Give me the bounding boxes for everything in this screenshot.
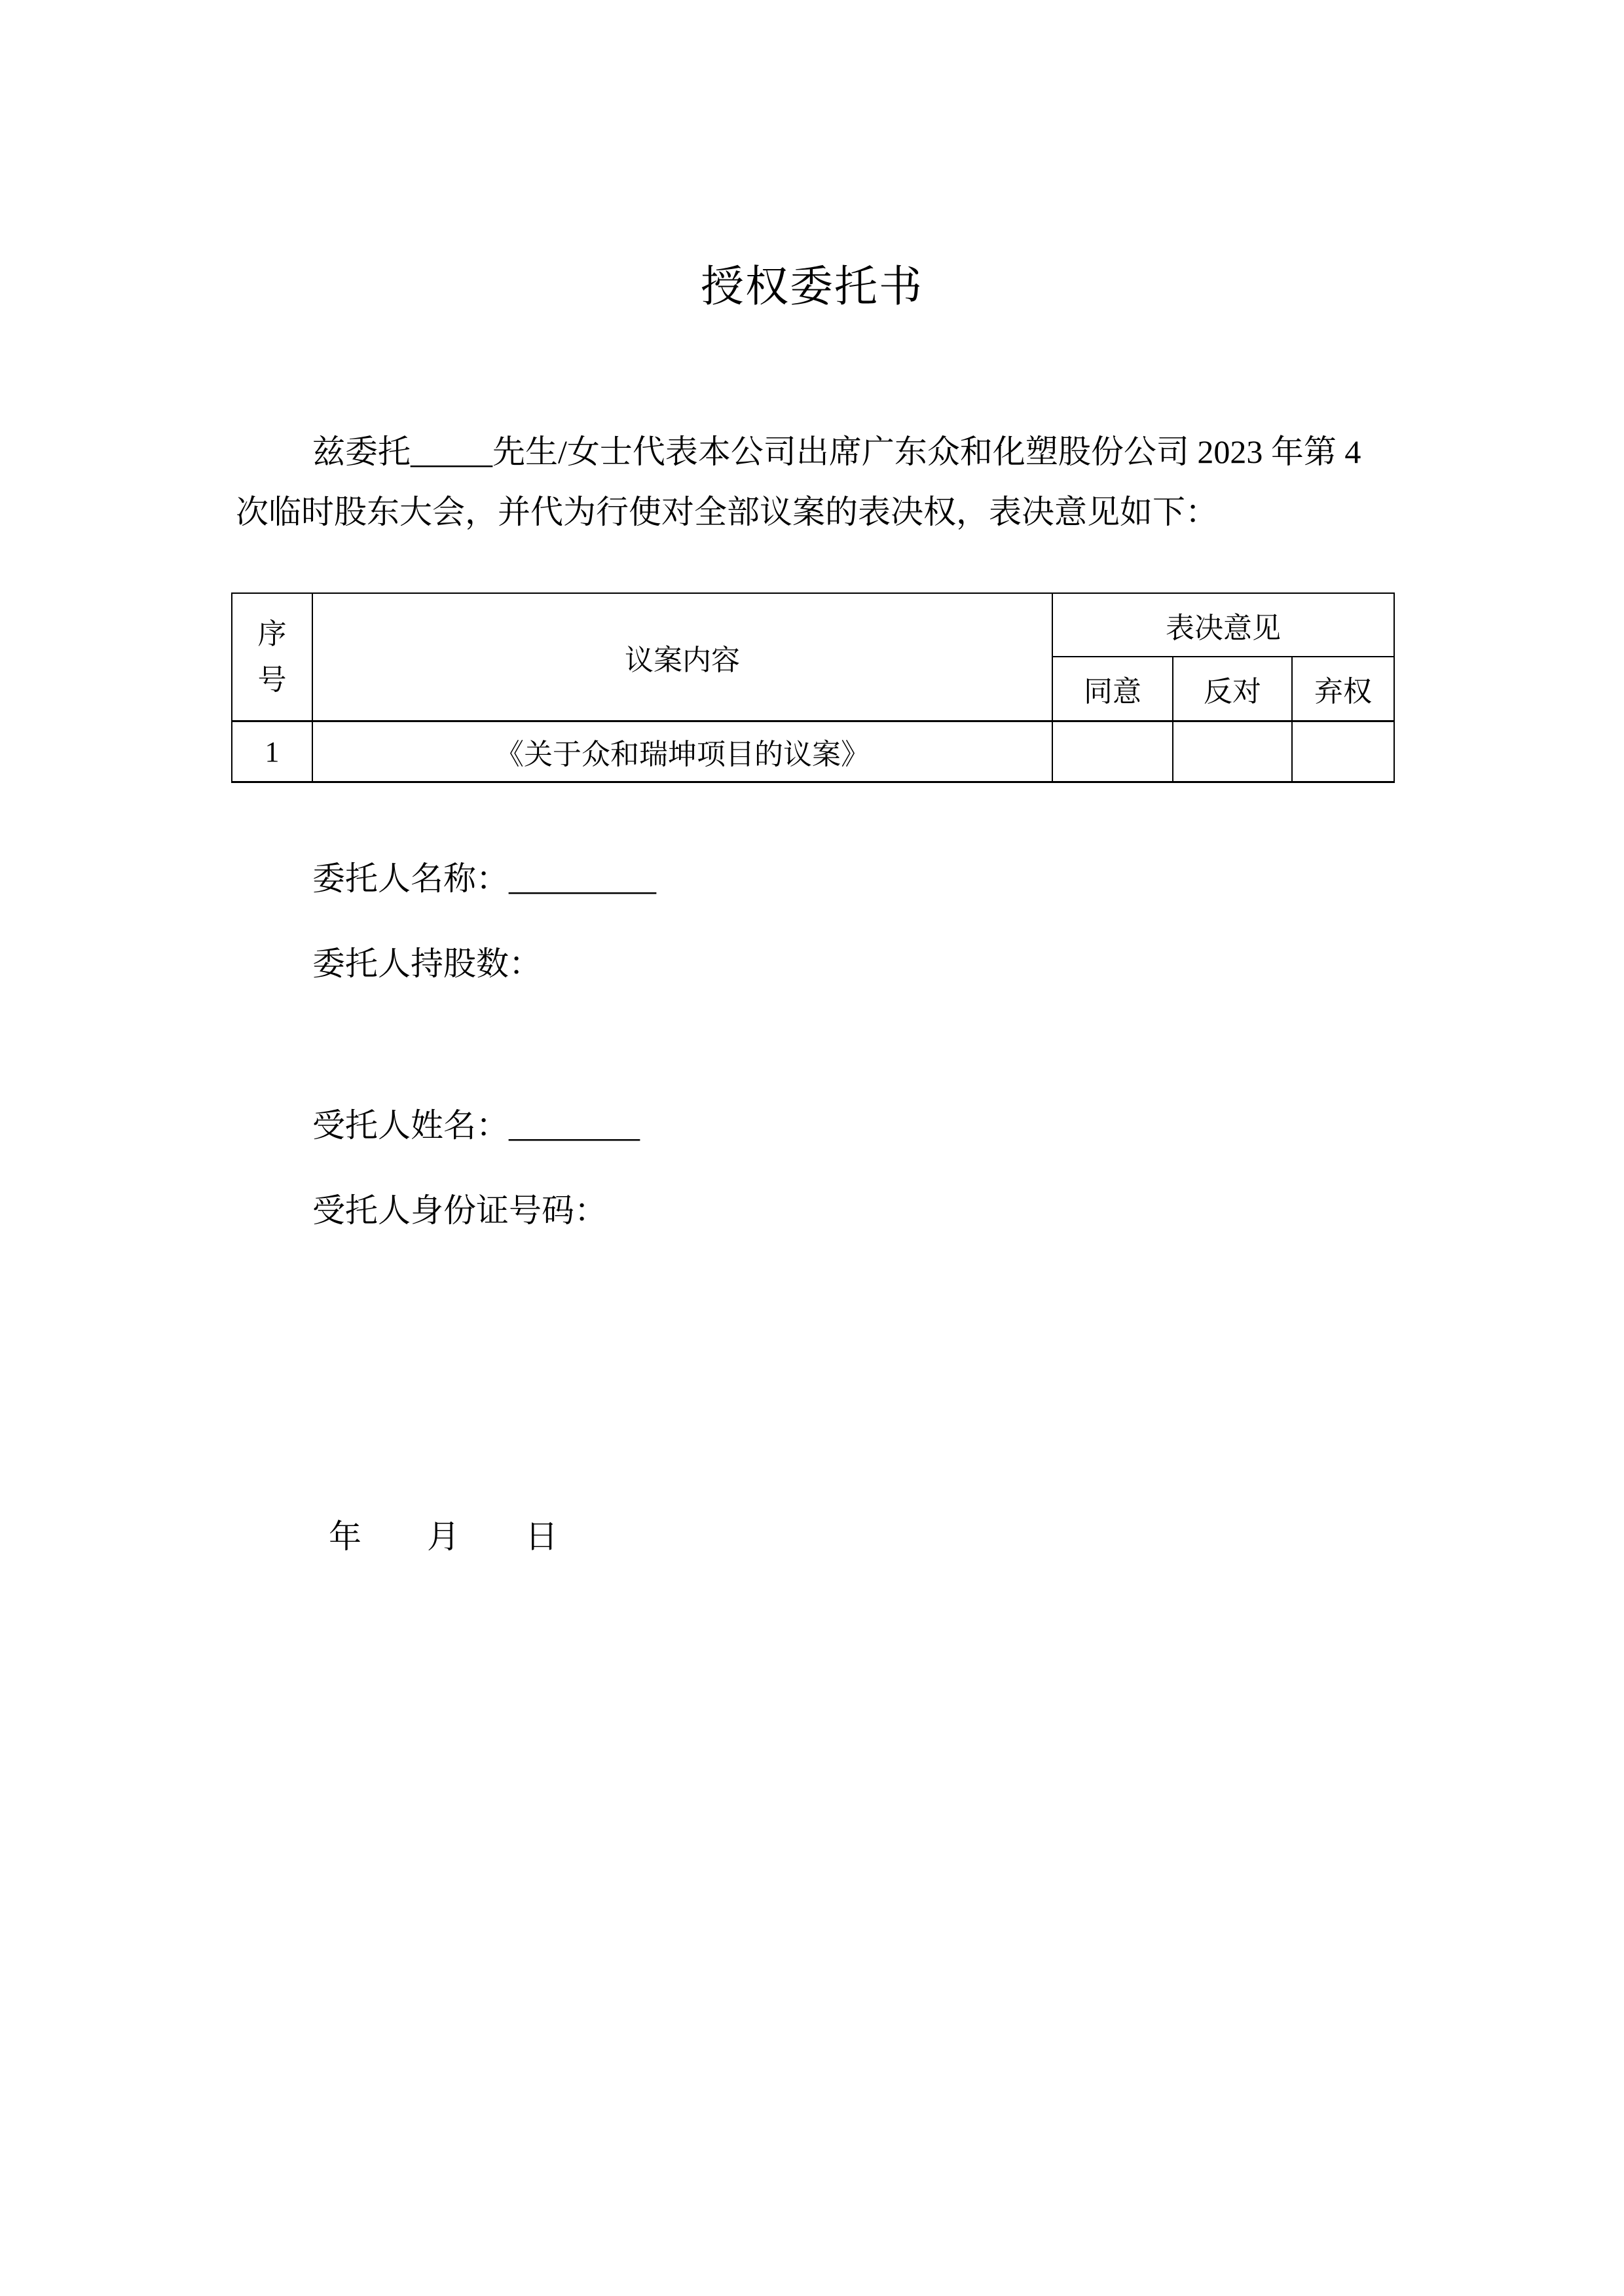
table-header-abstain: 弃权 — [1292, 657, 1394, 721]
trustee-name-field: 受托人姓名：________ — [312, 1107, 640, 1144]
table-header-index — [232, 593, 312, 721]
principal-name-field: 委托人名称：_________ — [312, 860, 656, 897]
table-header-vote-opinion: 表决意见 — [1052, 593, 1394, 657]
intro-paragraph-line-2: 次临时股东大会，并代为行使对全部议案的表决权，表决意见如下： — [236, 494, 1218, 530]
table-header-oppose: 反对 — [1173, 657, 1292, 721]
row-oppose-cell — [1173, 721, 1292, 782]
trustee-id-field: 受托人身份证号码： — [312, 1192, 607, 1229]
table-row — [232, 721, 1394, 782]
principal-shares-field: 委托人持股数： — [312, 945, 542, 982]
date-line: 年 月 日 — [329, 1518, 558, 1555]
vote-table — [231, 592, 1395, 783]
row-abstain-cell — [1292, 721, 1394, 782]
document-title: 授权委托书 — [701, 263, 923, 311]
table-header-agree: 同意 — [1052, 657, 1173, 721]
row-content-cell: 《关于众和瑞坤项目的议案》 — [312, 721, 1052, 782]
intro-paragraph-line-1: 兹委托_____先生/女士代表本公司出席广东众和化塑股份公司 2023 年第 4 — [312, 433, 1361, 470]
table-header-content: 议案内容 — [312, 593, 1052, 721]
row-agree-cell — [1052, 721, 1173, 782]
table-header-index-label: 序号 — [257, 617, 287, 696]
intro-paragraph — [236, 422, 1388, 542]
row-index-cell: 1 — [232, 721, 312, 782]
